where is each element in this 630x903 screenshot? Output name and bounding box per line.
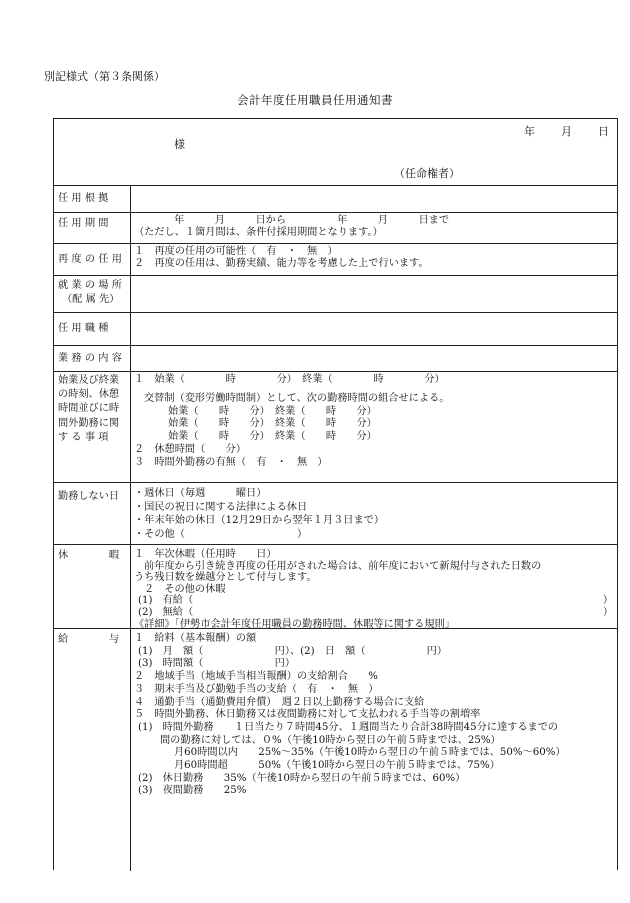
form-designation: 別記様式（第３条関係） [44,70,165,83]
row-label: 任 用 職 種 [54,313,131,345]
row-working-hours [54,372,617,483]
row-label: 勤務しない日 [54,483,131,544]
row-label: 就 業 の 場 所 （配 属 先） [54,276,131,312]
month-label: 月 [561,125,572,138]
row-value: １ 始業（ 時 分） 終業（ 時 分） 交替制（変形労働時間制）として、次の勤務時間の組合せによる。 始業（ 時 分） 終業（ 時 分） 始業（ 時 分） 終業（ 時 分） 始業（ 時 分） 終業（ 時 分） ２ 休憩時間（ 分） ３ 時間外勤務の有無（ 有 ・ 無 ） [134,374,450,468]
row-value: １ 給料（基本報酬）の額 (1) 月 額（ 円）、(2) 日 額（ 円） (3) 時間額（ 円） ２ 地域手当（地域手当相当報酬）の支給割合 % ３ 期末手当及び勤勉手当の支給（ 有 ・ 無 ） ４ 通勤手当（通勤費用弁償） 週２日以上勤務する場合に支給 ５ 時間外勤務、休日勤務又は夜間勤務に対して支払われる手当等の割増率 (1) 時間外勤務 １日当たり７時間45分、１週間当たり合計38時間45分に達するまでの 間の勤務に対しては、０%（午後10時から翌日の午前５時までは、25%） 月60時間以内 25%～35%（午後10時から翌日の午前５時までは、50%～60%） 月60時間超 50%（午後10時から翌日の午前５時までは、75%） (2) 休日勤務 35%（午後10時から翌日の午前５時までは、60%） (3) 夜間勤務 25% [134,633,566,797]
row-label: 業 務 の 内 容 [54,346,131,371]
date-line [524,123,609,139]
row-label: 任 用 期 間 [54,213,131,243]
row-value: １ 再度の任用の可能性（ 有 ・ 無 ） ２ 再度の任用は、勤務実績、能力等を考慮した上で行います。 [134,246,429,270]
day-label: 日 [598,125,609,138]
row-value: ・週休日（毎週 曜日） ・国民の祝日に関する法律による休日 ・年末年始の休日（12月29日から翌年１月３日まで） ・その他（ ） [134,488,385,540]
row-period [54,213,617,244]
row-days-off [54,483,617,545]
row-label: 給 与 [54,629,131,871]
row-value[interactable] [134,185,613,212]
row-basis [54,185,617,213]
row-value[interactable] [134,346,613,371]
row-value: 年 月 日から 年 月 日まで （ただし、１箇月間は、条件付採用期間となります。） [134,215,450,239]
year-label: 年 [524,125,535,138]
header-section [54,119,617,186]
row-reappointment [54,244,617,276]
row-label: 休 暇 [54,545,131,628]
row-value: １ 年次休暇（任用時 日） 前年度から引き続き再度の任用がされた場合は、前年度において新規付与された日数の うち残日数を繰越分として付与します。 ２ その他の休暇 (1) 有給（ ） (2) 無給（ ） 《詳細》「伊勢市会計年度任用職員の勤務時間、休暇等に関する規則」 [134,549,613,630]
row-label: 始業及び終業 の時刻、休憩 時間並びに時 間外勤務に関 す る 事 項 [54,372,131,482]
notice-table [53,118,618,870]
row-value[interactable] [134,313,613,345]
page-title: 会計年度任用職員任用通知書 [237,93,393,107]
appointing-authority: （任命権者） [394,167,460,180]
row-job-type [54,313,617,346]
row-label: 任 用 根 拠 [54,185,131,212]
row-pay [54,629,617,871]
row-value[interactable] [134,276,613,312]
row-leave [54,545,617,629]
row-workplace [54,276,617,313]
row-label: 再 度 の 任 用 [54,244,131,275]
recipient-honorific: 様 [174,138,185,151]
row-duties [54,346,617,372]
